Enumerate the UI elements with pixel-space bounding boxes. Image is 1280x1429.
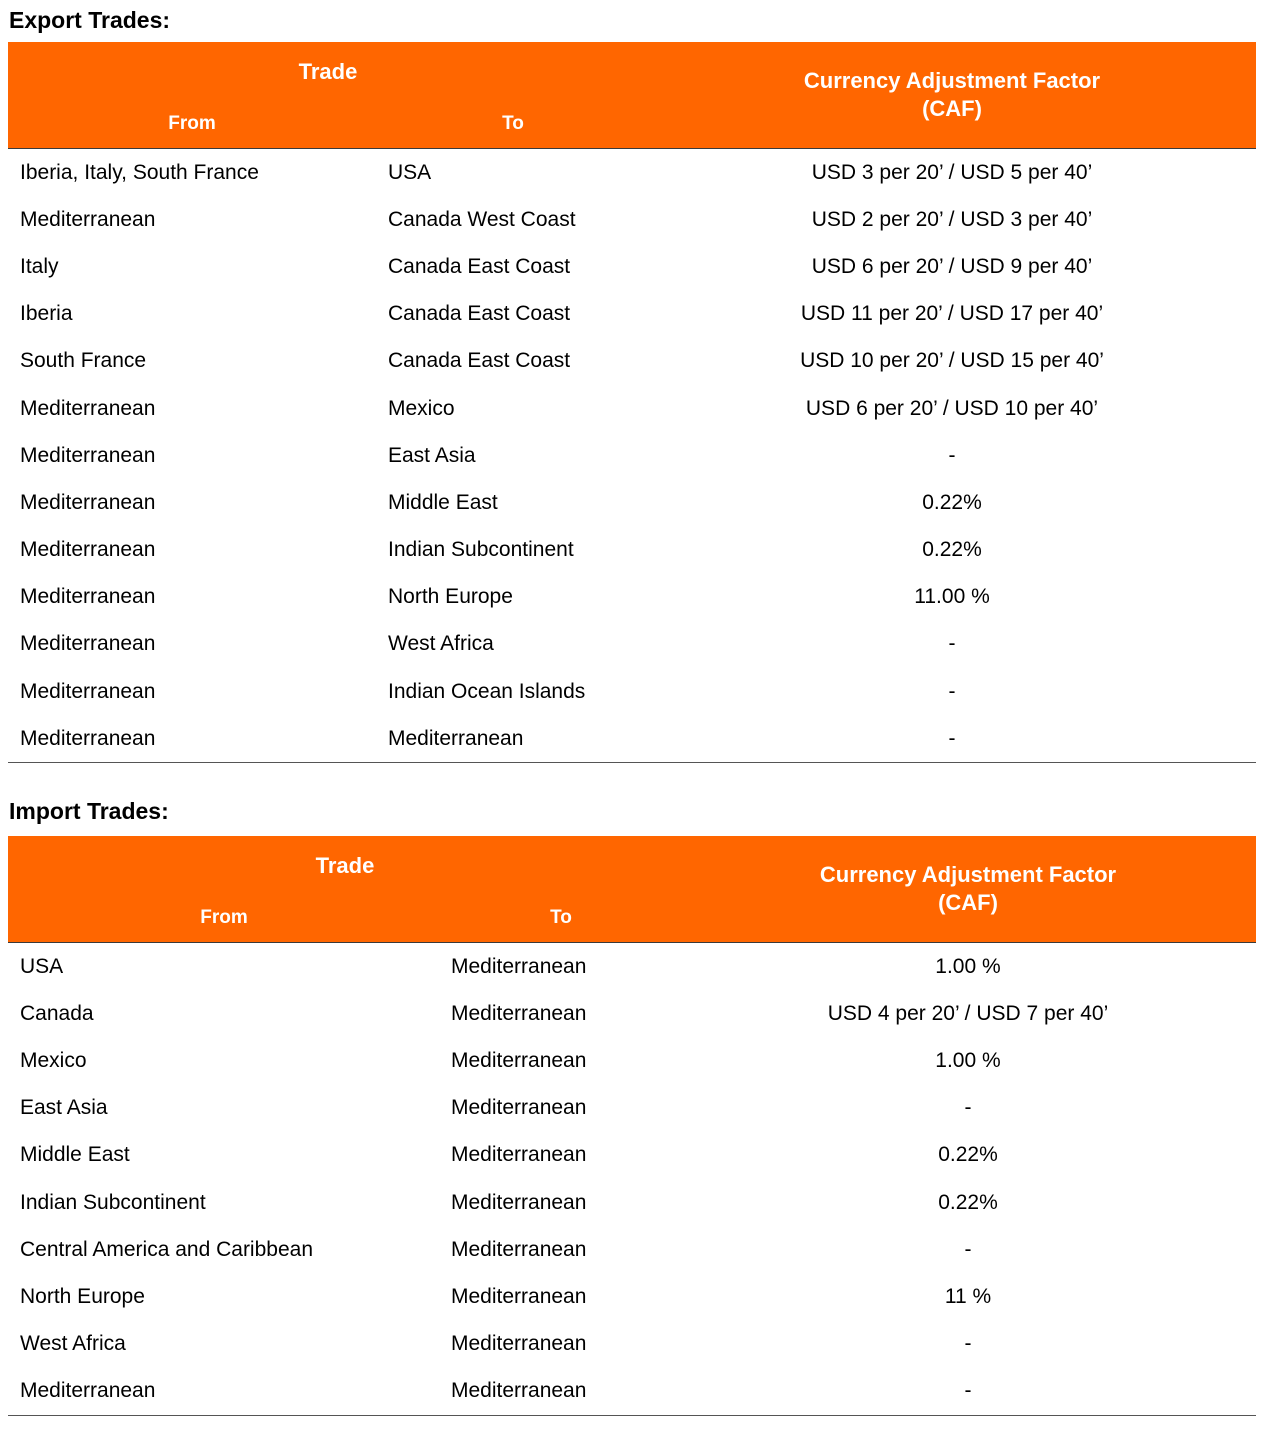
cell-from: Central America and Caribbean — [20, 1237, 313, 1261]
table-row — [8, 479, 1256, 526]
cell-caf: 0.22% — [922, 490, 982, 514]
cell-caf: 1.00 % — [935, 1048, 1001, 1072]
header-to: To — [550, 907, 572, 928]
cell-caf: 11 % — [944, 1284, 992, 1308]
table-row — [8, 715, 1256, 762]
cell-from: Mediterranean — [20, 679, 156, 703]
table-row — [8, 574, 1256, 621]
table-row — [8, 1321, 1256, 1368]
cell-to: Middle East — [388, 490, 498, 514]
header-caf-line2: (CAF) — [938, 890, 998, 915]
cell-from: North Europe — [20, 1284, 145, 1308]
header-caf-line2: (CAF) — [922, 96, 982, 121]
cell-caf: - — [948, 726, 956, 750]
cell-from: Indian Subcontinent — [20, 1190, 206, 1214]
cell-from: Middle East — [20, 1143, 130, 1167]
cell-to: Mediterranean — [451, 1284, 587, 1308]
cell-to: Mediterranean — [451, 1096, 587, 1120]
table-row — [8, 338, 1256, 385]
cell-from: Mediterranean — [20, 396, 156, 420]
cell-from: Mediterranean — [20, 632, 156, 656]
cell-caf: 11.00 % — [914, 585, 990, 609]
table-row — [8, 1179, 1256, 1226]
cell-from: Mediterranean — [20, 1379, 156, 1403]
table-row — [8, 1085, 1256, 1132]
cell-to: USA — [388, 160, 432, 184]
cell-from: East Asia — [20, 1096, 108, 1120]
cell-to: North Europe — [388, 585, 513, 609]
cell-from: Mediterranean — [20, 585, 156, 609]
cell-to: Mediterranean — [451, 1190, 587, 1214]
cell-caf: USD 6 per 20’ / USD 10 per 40’ — [805, 396, 1099, 420]
cell-caf: 0.22% — [922, 538, 982, 562]
table-row — [8, 385, 1256, 432]
import-trades-table — [8, 836, 1256, 1416]
cell-to: Mexico — [388, 396, 455, 420]
cell-from: Mediterranean — [20, 490, 156, 514]
cell-caf: USD 3 per 20’ / USD 5 per 40’ — [811, 160, 1093, 184]
cell-caf: - — [964, 1332, 972, 1356]
table-row — [8, 1037, 1256, 1084]
import-table-header — [8, 836, 1256, 943]
table-row — [8, 943, 1256, 990]
table-row — [8, 1132, 1256, 1179]
cell-caf: USD 11 per 20’ / USD 17 per 40’ — [800, 302, 1104, 326]
import-table-body — [8, 943, 1256, 1416]
header-caf-line1: Currency Adjustment Factor — [819, 862, 1117, 887]
cell-to: West Africa — [388, 632, 494, 656]
cell-caf: USD 6 per 20’ / USD 9 per 40’ — [811, 254, 1093, 278]
cell-to: Mediterranean — [388, 726, 524, 750]
cell-to: Canada East Coast — [388, 349, 571, 373]
export-trades-title: Export Trades: — [9, 7, 171, 33]
cell-from: Iberia, Italy, South France — [20, 160, 259, 184]
header-from: From — [168, 113, 216, 134]
table-row — [8, 990, 1256, 1037]
cell-to: Canada East Coast — [388, 254, 571, 278]
export-trades-table — [8, 42, 1256, 763]
cell-caf: - — [964, 1237, 972, 1261]
cell-caf: 1.00 % — [935, 954, 1001, 978]
header-caf-line1: Currency Adjustment Factor — [803, 68, 1101, 93]
header-caf — [698, 67, 1206, 123]
header-caf — [713, 861, 1223, 917]
table-row — [8, 196, 1256, 243]
cell-from: Canada — [20, 1001, 94, 1025]
cell-to: Canada East Coast — [388, 302, 571, 326]
cell-to: Mediterranean — [451, 1143, 587, 1167]
cell-to: Mediterranean — [451, 1237, 587, 1261]
cell-from: Mediterranean — [20, 726, 156, 750]
cell-from: Iberia — [20, 302, 73, 326]
cell-to: Canada West Coast — [388, 207, 576, 231]
cell-caf: 0.22% — [938, 1143, 998, 1167]
cell-from: Italy — [20, 254, 59, 278]
export-table-header — [8, 42, 1256, 149]
table-row — [8, 668, 1256, 715]
cell-to: Mediterranean — [451, 1001, 587, 1025]
header-trade: Trade — [298, 59, 358, 84]
table-row — [8, 149, 1256, 196]
cell-to: Mediterranean — [451, 954, 587, 978]
export-table-body — [8, 149, 1256, 763]
cell-to: Mediterranean — [451, 1332, 587, 1356]
cell-to: Indian Subcontinent — [388, 538, 574, 562]
table-row — [8, 621, 1256, 668]
cell-caf: - — [964, 1379, 972, 1403]
cell-caf: - — [948, 679, 956, 703]
cell-to: Indian Ocean Islands — [388, 679, 586, 703]
cell-from: Mexico — [20, 1048, 87, 1072]
header-to: To — [502, 113, 524, 134]
cell-from: Mediterranean — [20, 538, 156, 562]
cell-from: Mediterranean — [20, 207, 156, 231]
cell-from: Mediterranean — [20, 443, 156, 467]
table-row — [8, 1368, 1256, 1415]
table-row — [8, 1273, 1256, 1320]
cell-from: South France — [20, 349, 147, 373]
cell-to: Mediterranean — [451, 1379, 587, 1403]
cell-caf: USD 2 per 20’ / USD 3 per 40’ — [811, 207, 1093, 231]
table-row — [8, 1226, 1256, 1273]
table-row — [8, 527, 1256, 574]
cell-caf: - — [964, 1096, 972, 1120]
cell-to: East Asia — [388, 443, 476, 467]
cell-caf: USD 10 per 20’ / USD 15 per 40’ — [800, 349, 1104, 373]
table-row — [8, 243, 1256, 290]
cell-from: West Africa — [20, 1332, 126, 1356]
cell-to: Mediterranean — [451, 1048, 587, 1072]
cell-caf: - — [948, 443, 956, 467]
table-row — [8, 291, 1256, 338]
cell-caf: 0.22% — [938, 1190, 998, 1214]
header-from: From — [200, 907, 248, 928]
table-row — [8, 432, 1256, 479]
header-trade: Trade — [315, 853, 375, 878]
cell-from: USA — [20, 954, 64, 978]
import-trades-title: Import Trades: — [9, 798, 169, 824]
cell-caf: USD 4 per 20’ / USD 7 per 40’ — [827, 1001, 1109, 1025]
cell-caf: - — [948, 632, 956, 656]
